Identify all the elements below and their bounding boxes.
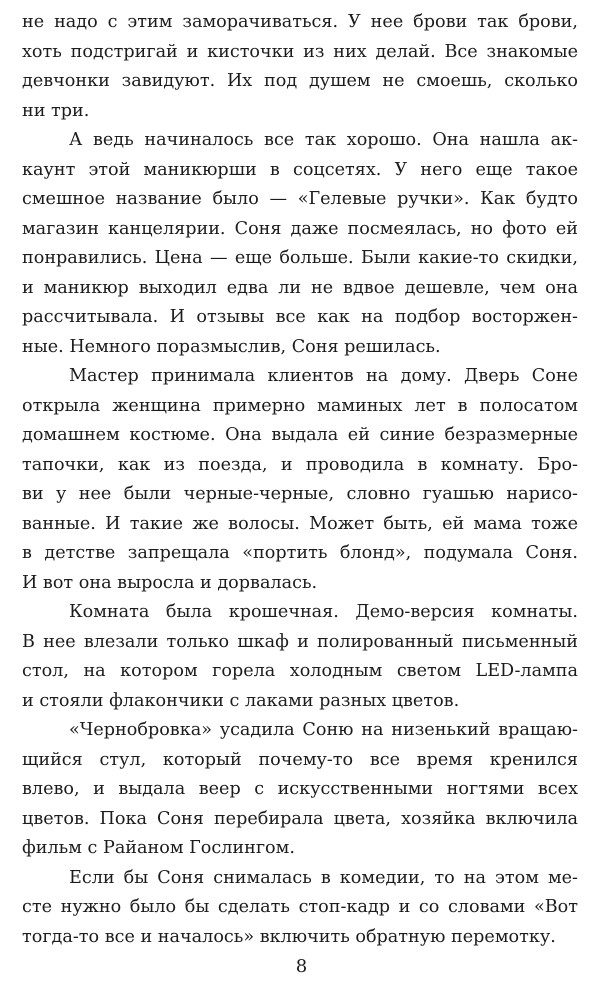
paragraph	[22, 598, 578, 716]
text-line: ви у нее были черные-черные, словно гуашью нарисо-	[22, 484, 578, 504]
text-line: И вот она выросла и дорвалась.	[22, 572, 318, 593]
text-line: и маникюр выходил едва ли не вдвое дешевле, чем она	[22, 277, 578, 298]
text-line: «Чернобровка» усадила Соню на низенький вращаю-	[69, 720, 578, 740]
paragraph	[22, 864, 578, 953]
text-line: открыла женщина примерно маминых лет в полосатом	[22, 395, 578, 416]
text-line: щийся стул, который почему-то все время кренился	[22, 749, 578, 770]
text-line: стол, на котором горела холодным светом LED-лампа	[22, 661, 578, 681]
text-line: сте нужно было бы сделать стоп-кадр и со словами «Вот	[22, 897, 578, 917]
text-line: понравились. Цена — еще больше. Были какие-то скидки,	[22, 248, 578, 268]
text-line: девчонки завидуют. Их под душем не смоешь, сколько	[22, 71, 578, 91]
text-line: Если бы Соня снималась в комедии, то на этом ме-	[69, 867, 578, 888]
paragraph	[22, 716, 578, 864]
text-line: тогда-то все и началось» включить обратную перемотку.	[22, 926, 556, 947]
text-line: цветов. Пока Соня перебирала цвета, хозяйка включила	[22, 808, 578, 829]
text-line: в детстве запрещала «портить блонд», подумала Соня.	[22, 543, 578, 563]
text-line: домашнем костюме. Она выдала ей синие безразмерные	[22, 425, 578, 445]
text-line: ные. Немного поразмыслив, Соня решилась.	[22, 336, 441, 357]
text-line: смешное название было — «Гелевые ручки». Как будто	[22, 189, 578, 209]
text-line: ни три.	[22, 100, 90, 121]
text-line: и стояли флакончики с лаками разных цветов.	[22, 690, 460, 711]
text-line: ванные. И такие же волосы. Может быть, ей мама тоже	[22, 513, 578, 534]
text-line: В нее влезали только шкаф и полированный письменный	[22, 631, 578, 652]
text-line: хоть подстригай и кисточки из них делай. Все знакомые	[22, 41, 578, 62]
text-line: рассчитывала. И отзывы все как на подбор восторжен-	[22, 307, 578, 327]
paragraph	[22, 126, 578, 362]
text-line: влево, и выдала веер с искусственными ногтями всех	[22, 779, 578, 799]
text-line: фильм с Райаном Гослингом.	[22, 838, 295, 858]
book-page	[22, 8, 578, 968]
page-number: 8	[295, 956, 308, 977]
text-line: А ведь начиналось все так хорошо. Она нашла ак-	[69, 130, 578, 150]
paragraph	[22, 8, 578, 126]
text-line: магазин канцелярии. Соня даже посмеялась, но фото ей	[22, 218, 578, 239]
paragraph	[22, 362, 578, 598]
text-line: Мастер принимала клиентов на дому. Дверь Соне	[69, 366, 578, 386]
text-line: Комната была крошечная. Демо-версия комнаты.	[69, 602, 578, 622]
text-line: не надо с этим заморачиваться. У нее брови так брови,	[22, 12, 578, 32]
text-line: тапочки, как из поезда, и проводила в комнату. Бро-	[22, 454, 578, 475]
text-line: каунт этой маникюрши в соцсетях. У него еще такое	[22, 159, 578, 180]
